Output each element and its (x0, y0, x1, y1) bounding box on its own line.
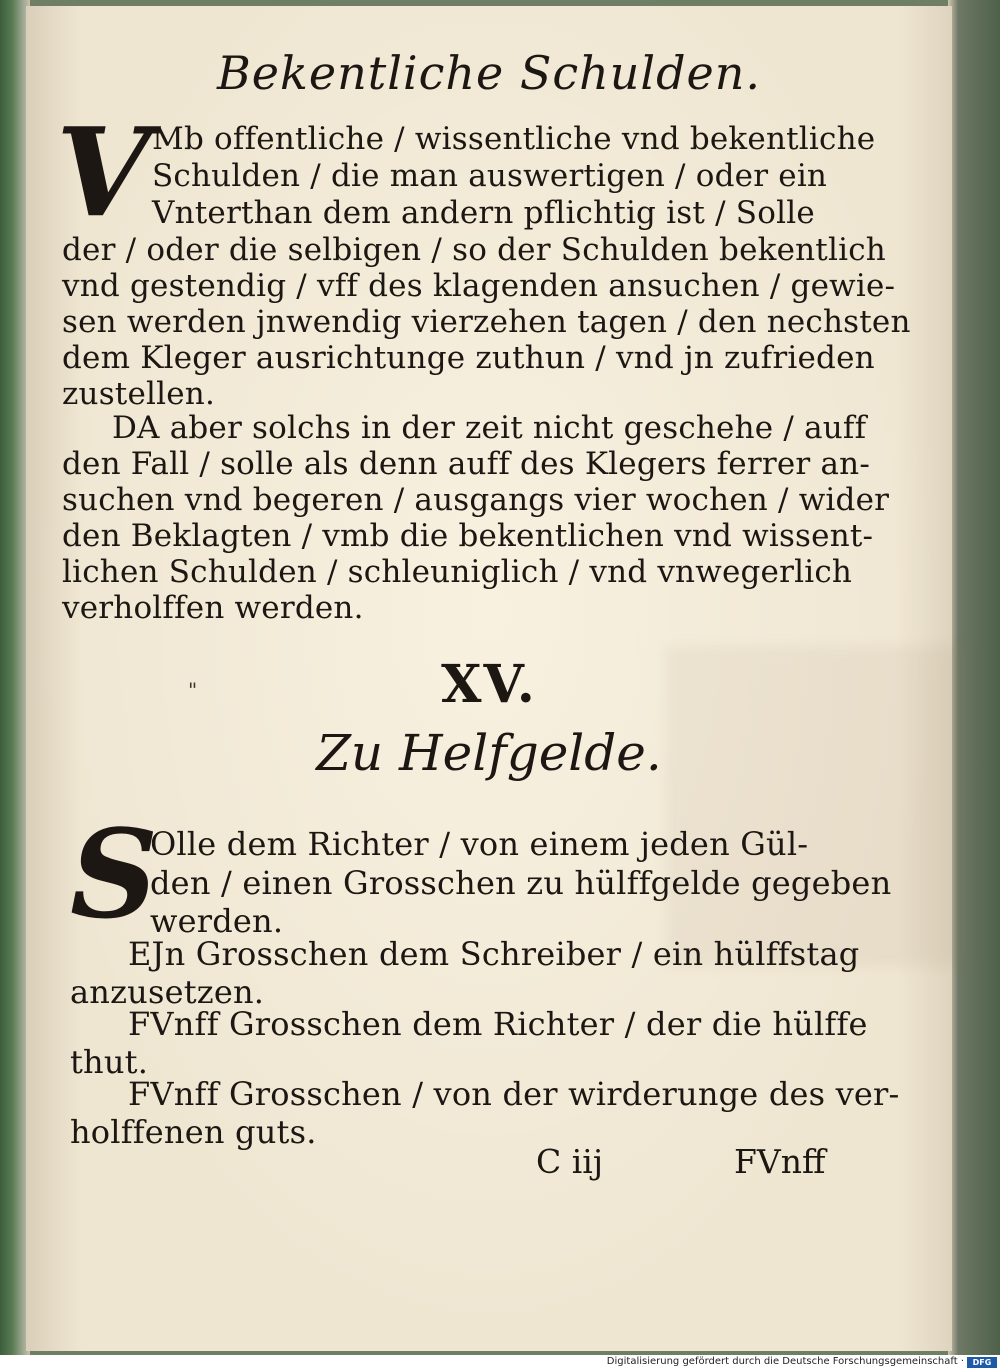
signature-mark: C iij (536, 1142, 604, 1181)
running-head: Bekentliche Schulden. (216, 46, 762, 100)
text-line: DA aber solchs in der zeit nicht geschehe / auff (112, 410, 867, 446)
text-line: der / oder die selbigen / so der Schulden bekentlich (62, 232, 886, 268)
text-line: den Beklagten / vmb die bekentlichen vnd wissent- (62, 518, 874, 554)
item-line: holffenen guts. (70, 1113, 317, 1151)
text-line: Olle dem Richter / von einem jeden Gül- (150, 825, 809, 863)
text-line: den Fall / solle als denn auff des Klegers ferrer an- (62, 446, 871, 482)
item-line: FVnff Grosschen / von der wirderunge des ver- (128, 1075, 900, 1113)
text-line: verholffen werden. (62, 590, 364, 626)
item-line: anzusetzen. (70, 973, 265, 1011)
text-line: zustellen. (62, 376, 216, 412)
text-line: sen werden jnwendig vierzehen tagen / den nechsten (62, 304, 911, 340)
item-line: EJn Grosschen dem Schreiber / ein hülffstag (128, 935, 860, 973)
section-title: Zu Helfgelde. (316, 724, 662, 782)
drop-cap-s: S (70, 802, 159, 946)
text-line: vnd gestendig / vff des klagenden ansuchen / gewie- (62, 268, 896, 304)
text-line: suchen vnd begeren / ausgangs vier wochen / wider (62, 482, 890, 518)
drop-cap-v: V (56, 100, 151, 244)
text-line: Vnterthan dem andern pflichtig ist / Solle (152, 195, 815, 231)
text-line: Mb offentliche / wissentliche vnd bekentliche (152, 121, 876, 157)
footer-credit: Digitalisierung gefördert durch die Deutsche Forschungsgemeinschaft · (606, 1356, 964, 1367)
text-line: lichen Schulden / schleuniglich / vnd vnwegerlich (62, 554, 853, 590)
text-line: dem Kleger ausrichtunge zuthun / vnd jn zufrieden (62, 340, 875, 376)
item-line: thut. (70, 1043, 149, 1081)
dfg-logo: DFG (967, 1357, 997, 1368)
catchword: FVnff (734, 1142, 826, 1181)
chapter-number: XV. (441, 654, 537, 715)
text-line: werden. (150, 902, 284, 940)
stray-mark: " (188, 678, 198, 702)
item-line: FVnff Grosschen dem Richter / der die hülffe (128, 1005, 868, 1043)
text-line: den / einen Grosschen zu hülffgelde gegeben (150, 864, 892, 902)
text-line: Schulden / die man auswertigen / oder ein (152, 158, 828, 194)
book-page (26, 6, 952, 1351)
